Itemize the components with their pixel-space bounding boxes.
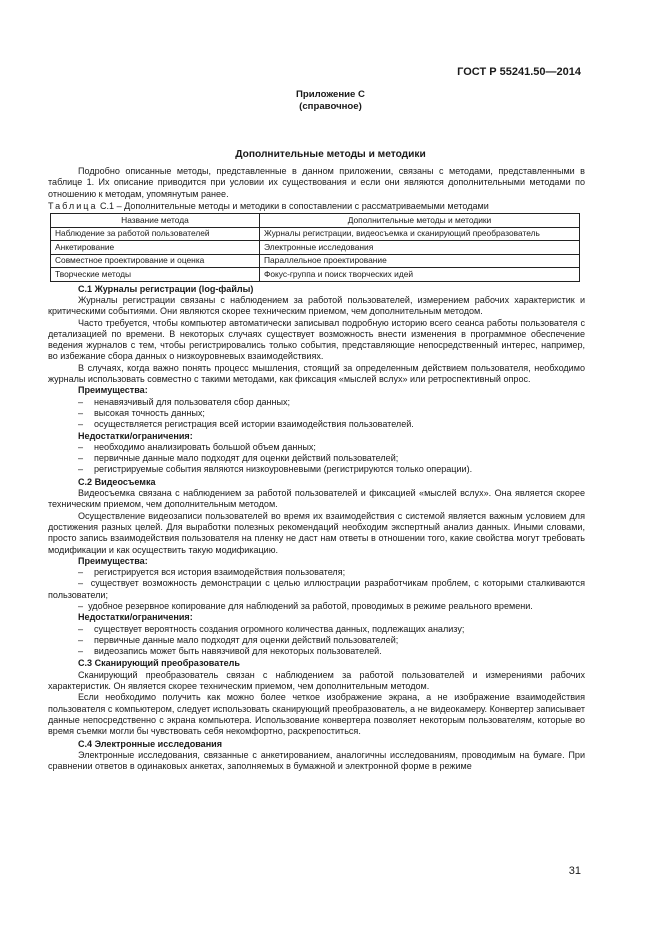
advantages-heading: Преимущества: (78, 555, 148, 566)
paragraph: Электронные исследования, связанные с анкетированием, аналогичны исследованиям, проводимым на бумаге. При сравнении ответов в одинаковых анкетах, заполняемых в бумажной и электронной форме в режиме (48, 749, 585, 772)
list-item: – ненавязчивый для пользователя сбор данных; (78, 396, 291, 407)
table-cell: Фокус-группа и поиск творческих идей (260, 268, 580, 282)
list-item: – регистрируется вся история взаимодействия пользователя; (78, 567, 346, 578)
document-body (48, 166, 585, 772)
table-row (51, 268, 580, 282)
list-item: – первичные данные мало подходят для оценки действий пользователей; (78, 453, 399, 464)
intro-paragraph: Подробно описанные методы, представленные в данном приложении, связаны с методами, представленными в таблице 1. Их описание приводится при условии их существования и если они являются дополнительными методами по отношению к методам, упомянутым ранее. (48, 166, 585, 199)
list-item: – существует возможность демонстрации с целью иллюстрации разработчикам проблем, с которыми сталкиваются пользователи; (48, 578, 585, 600)
methods-table (50, 213, 580, 282)
table-row (51, 227, 580, 241)
table-row (51, 254, 580, 268)
paragraph: Если необходимо получить как можно более четкое изображение экрана, а не изображение взаимодействия пользователя с компьютером, следует использовать сканирующий преобразователь, а не видеокамеру. Конвертер записывает данные непосредственно с экрана компьютера. Использование конвертера позволяет некоторым пользователям, которые во время съемки могли бы чувствовать себя некомфортно, раскрепоститься. (48, 692, 585, 737)
section-title: Дополнительные методы и методики (235, 149, 426, 160)
list-item: – необходимо анализировать большой объем данных; (78, 441, 316, 452)
table-cell: Творческие методы (51, 268, 260, 282)
list-item: – регистрируемые события являются низкоуровневыми (регистрируются только операции). (78, 464, 473, 475)
appendix-note: (справочное) (299, 101, 362, 112)
table-header-method: Название метода (51, 214, 260, 228)
list-item: – высокая точность данных; (78, 407, 205, 418)
list-item: – видеозапись может быть навязчивой для некоторых пользователей. (78, 646, 382, 657)
table-cell: Совместное проектирование и оценка (51, 254, 260, 268)
paragraph: Видеосъемка связана с наблюдением за работой пользователей и фиксацией «мыслей вслух». Она является скорее техническим приемом, чем дополнительным методом. (48, 488, 585, 510)
paragraph: В случаях, когда важно понять процесс мышления, стоящий за определенным действием пользователя, необходимо журналы использовать совместно с такими методами, как фиксация «мыслей вслух» или ретроспективный опрос. (48, 362, 585, 385)
advantages-heading: Преимущества: (78, 385, 148, 396)
list-item: – существует вероятность создания огромного количества данных, подлежащих анализу; (78, 623, 465, 634)
appendix-label: Приложение С (296, 89, 365, 100)
table-cell: Параллельное проектирование (260, 254, 580, 268)
table-caption (48, 201, 585, 212)
list-item: – удобное резервное копирование для наблюдений за работой, проводимых в режиме реального времени. (78, 601, 533, 611)
paragraph: Журналы регистрации связаны с наблюдением за работой пользователей, измерением рабочих характеристик и критическими событиями. Они являются скорее техническим приемом, чем дополнительным методом. (48, 294, 585, 317)
table-header-row (51, 214, 580, 228)
standard-number: ГОСТ Р 55241.50—2014 (457, 66, 581, 78)
section-heading-c4: С.4 Электронные исследования (78, 738, 223, 749)
appendix-heading (0, 89, 661, 113)
paragraph: Сканирующий преобразователь связан с наблюдением за работой пользователей и измерениями рабочих характеристик. Он является скорее техническим приемом, чем дополнительным методом. (48, 669, 585, 692)
list-item: – осуществляется регистрация всей истории взаимодействия пользователей. (78, 419, 414, 430)
table-cell: Анкетирование (51, 241, 260, 255)
limitations-heading: Недостатки/ограничения: (78, 430, 193, 441)
section-heading-c3: С.3 Сканирующий преобразователь (78, 658, 240, 669)
section-heading-c2: С.2 Видеосъемка (78, 476, 156, 487)
section-heading-c1: С.1 Журналы регистрации (log-файлы) (78, 283, 254, 294)
table-cell: Журналы регистрации, видеосъемка и сканирующий преобразователь (260, 227, 580, 241)
page-number: 31 (568, 865, 581, 877)
paragraph: Осуществление видеозаписи пользователей во время их взаимодействия с системой является важным условием для достижения разных целей. Для выработки полезных рекомендаций необходим экспертный анализ данных. Иными словами, просто запись взаимодействия пользователя на пленку не даст нам ответы в отношении того, какие свойства могут требовать модификации и как осуществить такую модификацию. (48, 510, 585, 555)
table-caption-text: С.1 – Дополнительные методы и методики в сопоставлении с рассматриваемыми методами (97, 200, 489, 211)
table-cell: Наблюдение за работой пользователей (51, 227, 260, 241)
table-caption-prefix: Таблица (48, 200, 98, 211)
table-row (51, 241, 580, 255)
table-cell: Электронные исследования (260, 241, 580, 255)
list-item: – первичные данные мало подходят для оценки действий пользователей; (78, 634, 399, 645)
limitations-heading: Недостатки/ограничения: (78, 612, 193, 623)
table-header-additional: Дополнительные методы и методики (260, 214, 580, 228)
paragraph: Часто требуется, чтобы компьютер автоматически записывал подробную историю всего сеанса работы пользователя с детализацией по времени. В некоторых случаях существует возможность внести изменения в программное обеспечение ведения журналов с тем, чтобы регистрировались только события, представляющие непосредственный интерес, например, во избежание сбора данных о низкоуровневых взаимодействиях. (48, 317, 585, 362)
